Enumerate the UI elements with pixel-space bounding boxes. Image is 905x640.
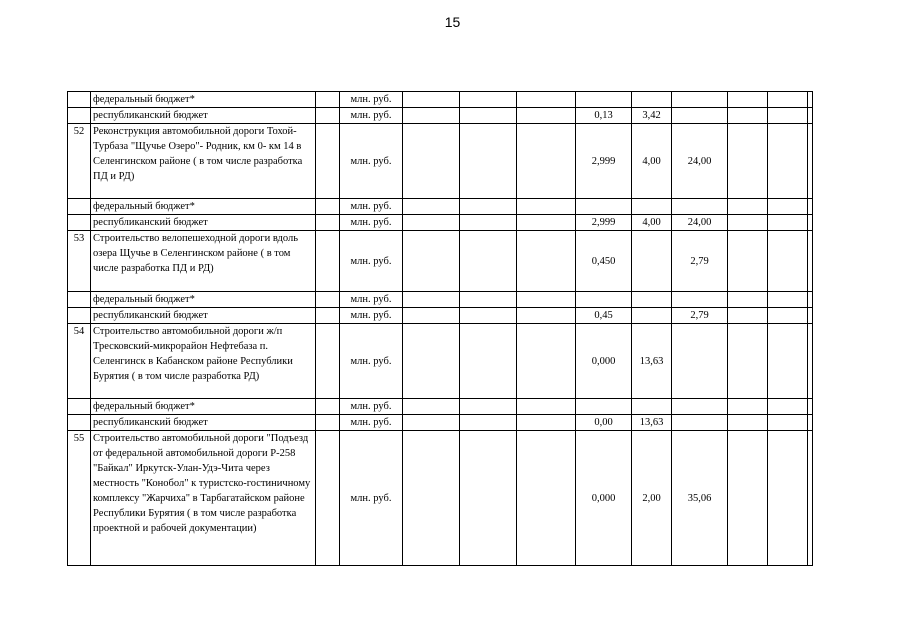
value-cell xyxy=(808,324,813,399)
value-cell xyxy=(808,124,813,199)
value-cell xyxy=(403,431,460,566)
row-name-cell: Строительство автомобильной дороги "Подъезд от федеральной автомобильной дороги Р-258 "Байкал" Иркутск-Улан-Удэ-Чита через местность "Конобол" к туристско-гостиничному комплексу "Жарчиха" в Тарбагатайском районе Республики Бурятия ( в том числе разработка проектной и рабочей документации) xyxy=(91,431,316,566)
table-row-budget xyxy=(68,215,813,231)
unit-cell: млн. руб. xyxy=(340,231,403,292)
unit-cell: млн. руб. xyxy=(340,199,403,215)
value-cell xyxy=(728,431,768,566)
value-cell xyxy=(768,215,808,231)
value-cell xyxy=(632,308,672,324)
value-cell xyxy=(728,292,768,308)
value-cell xyxy=(672,292,728,308)
value-cell xyxy=(460,324,517,399)
value-cell: 13,63 xyxy=(632,324,672,399)
value-cell xyxy=(576,199,632,215)
budget-table xyxy=(67,91,813,566)
value-cell xyxy=(768,308,808,324)
unit-cell: млн. руб. xyxy=(340,124,403,199)
value-cell xyxy=(672,92,728,108)
row-name-cell: республиканский бюджет xyxy=(91,415,316,431)
value-cell xyxy=(460,215,517,231)
value-cell xyxy=(808,399,813,415)
table-row-budget xyxy=(68,92,813,108)
table-row-budget xyxy=(68,108,813,124)
row-number-cell: 53 xyxy=(68,231,91,292)
value-cell: 2,79 xyxy=(672,308,728,324)
value-cell: 3,42 xyxy=(632,108,672,124)
value-cell: 4,00 xyxy=(632,215,672,231)
blank-cell xyxy=(316,231,340,292)
value-cell xyxy=(808,108,813,124)
value-cell xyxy=(728,215,768,231)
row-name-cell: федеральный бюджет* xyxy=(91,292,316,308)
unit-cell: млн. руб. xyxy=(340,324,403,399)
value-cell xyxy=(768,324,808,399)
value-cell xyxy=(517,308,576,324)
value-cell xyxy=(576,399,632,415)
blank-cell xyxy=(316,308,340,324)
row-number-cell: 52 xyxy=(68,124,91,199)
row-name-cell: республиканский бюджет xyxy=(91,108,316,124)
table-row-project xyxy=(68,431,813,566)
value-cell: 0,000 xyxy=(576,324,632,399)
value-cell xyxy=(460,308,517,324)
value-cell xyxy=(517,124,576,199)
value-cell xyxy=(808,92,813,108)
blank-cell xyxy=(316,324,340,399)
table-row-budget xyxy=(68,308,813,324)
value-cell xyxy=(768,231,808,292)
table-row-project xyxy=(68,324,813,399)
value-cell xyxy=(768,92,808,108)
row-number-cell xyxy=(68,399,91,415)
value-cell: 2,00 xyxy=(632,431,672,566)
unit-cell: млн. руб. xyxy=(340,92,403,108)
blank-cell xyxy=(316,124,340,199)
value-cell xyxy=(728,108,768,124)
row-number-cell: 54 xyxy=(68,324,91,399)
unit-cell: млн. руб. xyxy=(340,292,403,308)
value-cell xyxy=(403,308,460,324)
value-cell xyxy=(460,231,517,292)
value-cell xyxy=(672,324,728,399)
value-cell: 35,06 xyxy=(672,431,728,566)
value-cell: 2,999 xyxy=(576,215,632,231)
row-number-cell xyxy=(68,308,91,324)
blank-cell xyxy=(316,92,340,108)
value-cell xyxy=(517,231,576,292)
value-cell xyxy=(403,324,460,399)
value-cell xyxy=(517,92,576,108)
value-cell: 0,000 xyxy=(576,431,632,566)
value-cell: 0,450 xyxy=(576,231,632,292)
row-number-cell: 55 xyxy=(68,431,91,566)
value-cell xyxy=(460,292,517,308)
value-cell xyxy=(768,431,808,566)
value-cell xyxy=(728,399,768,415)
value-cell xyxy=(672,399,728,415)
row-number-cell xyxy=(68,292,91,308)
value-cell xyxy=(728,415,768,431)
value-cell xyxy=(808,415,813,431)
value-cell xyxy=(728,199,768,215)
row-name-cell: Строительство велопешеходной дороги вдоль озера Щучье в Селенгинском районе ( в том числе разработка ПД и РД) xyxy=(91,231,316,292)
value-cell xyxy=(632,292,672,308)
value-cell xyxy=(517,399,576,415)
blank-cell xyxy=(316,415,340,431)
value-cell xyxy=(403,108,460,124)
blank-cell xyxy=(316,199,340,215)
page-number: 15 xyxy=(444,14,461,30)
value-cell xyxy=(808,308,813,324)
row-number-cell xyxy=(68,215,91,231)
value-cell: 0,13 xyxy=(576,108,632,124)
value-cell xyxy=(808,231,813,292)
value-cell xyxy=(517,292,576,308)
value-cell: 0,45 xyxy=(576,308,632,324)
unit-cell: млн. руб. xyxy=(340,215,403,231)
value-cell xyxy=(768,292,808,308)
value-cell xyxy=(768,199,808,215)
value-cell xyxy=(403,124,460,199)
value-cell xyxy=(403,92,460,108)
value-cell xyxy=(728,124,768,199)
value-cell xyxy=(460,124,517,199)
unit-cell: млн. руб. xyxy=(340,415,403,431)
table-row-budget xyxy=(68,292,813,308)
value-cell: 2,79 xyxy=(672,231,728,292)
value-cell xyxy=(808,292,813,308)
value-cell: 24,00 xyxy=(672,124,728,199)
unit-cell: млн. руб. xyxy=(340,108,403,124)
value-cell xyxy=(460,399,517,415)
unit-cell: млн. руб. xyxy=(340,308,403,324)
value-cell xyxy=(460,431,517,566)
value-cell xyxy=(403,399,460,415)
table-row-budget xyxy=(68,415,813,431)
unit-cell: млн. руб. xyxy=(340,431,403,566)
value-cell xyxy=(672,108,728,124)
value-cell xyxy=(460,415,517,431)
value-cell xyxy=(517,431,576,566)
value-cell xyxy=(632,199,672,215)
table-row-budget xyxy=(68,399,813,415)
value-cell xyxy=(517,199,576,215)
value-cell xyxy=(672,199,728,215)
value-cell xyxy=(728,231,768,292)
blank-cell xyxy=(316,215,340,231)
table-row-project xyxy=(68,231,813,292)
value-cell xyxy=(460,108,517,124)
value-cell xyxy=(517,215,576,231)
row-number-cell xyxy=(68,199,91,215)
value-cell xyxy=(728,324,768,399)
row-number-cell xyxy=(68,92,91,108)
value-cell xyxy=(728,92,768,108)
value-cell xyxy=(517,415,576,431)
blank-cell xyxy=(316,108,340,124)
value-cell xyxy=(808,199,813,215)
value-cell xyxy=(403,415,460,431)
value-cell xyxy=(403,231,460,292)
value-cell xyxy=(672,415,728,431)
table-row-project xyxy=(68,124,813,199)
value-cell: 0,00 xyxy=(576,415,632,431)
value-cell: 2,999 xyxy=(576,124,632,199)
value-cell xyxy=(768,108,808,124)
value-cell xyxy=(808,215,813,231)
row-name-cell: республиканский бюджет xyxy=(91,308,316,324)
value-cell xyxy=(460,199,517,215)
row-number-cell xyxy=(68,108,91,124)
row-name-cell: Строительство автомобильной дороги ж/п Тресковский-микрорайон Нефтебаза п. Селенгинск в Кабанском районе Республики Бурятия ( в том числе разработка РД) xyxy=(91,324,316,399)
value-cell xyxy=(403,199,460,215)
blank-cell xyxy=(316,292,340,308)
value-cell xyxy=(460,92,517,108)
unit-cell: млн. руб. xyxy=(340,399,403,415)
value-cell xyxy=(403,292,460,308)
value-cell xyxy=(808,431,813,566)
value-cell xyxy=(576,292,632,308)
value-cell: 13,63 xyxy=(632,415,672,431)
value-cell xyxy=(517,324,576,399)
row-name-cell: федеральный бюджет* xyxy=(91,399,316,415)
value-cell xyxy=(632,92,672,108)
value-cell xyxy=(632,231,672,292)
value-cell xyxy=(768,124,808,199)
value-cell xyxy=(517,108,576,124)
value-cell xyxy=(768,399,808,415)
blank-cell xyxy=(316,399,340,415)
table-row-budget xyxy=(68,199,813,215)
value-cell xyxy=(403,215,460,231)
value-cell xyxy=(768,415,808,431)
row-number-cell xyxy=(68,415,91,431)
row-name-cell: федеральный бюджет* xyxy=(91,92,316,108)
value-cell xyxy=(728,308,768,324)
value-cell: 4,00 xyxy=(632,124,672,199)
blank-cell xyxy=(316,431,340,566)
value-cell xyxy=(576,92,632,108)
value-cell xyxy=(632,399,672,415)
row-name-cell: федеральный бюджет* xyxy=(91,199,316,215)
row-name-cell: республиканский бюджет xyxy=(91,215,316,231)
value-cell: 24,00 xyxy=(672,215,728,231)
row-name-cell: Реконструкция автомобильной дороги Тохой- Турбаза "Щучье Озеро"- Родник, км 0- км 14 в Селенгинском районе ( в том числе разработка ПД и РД) xyxy=(91,124,316,199)
